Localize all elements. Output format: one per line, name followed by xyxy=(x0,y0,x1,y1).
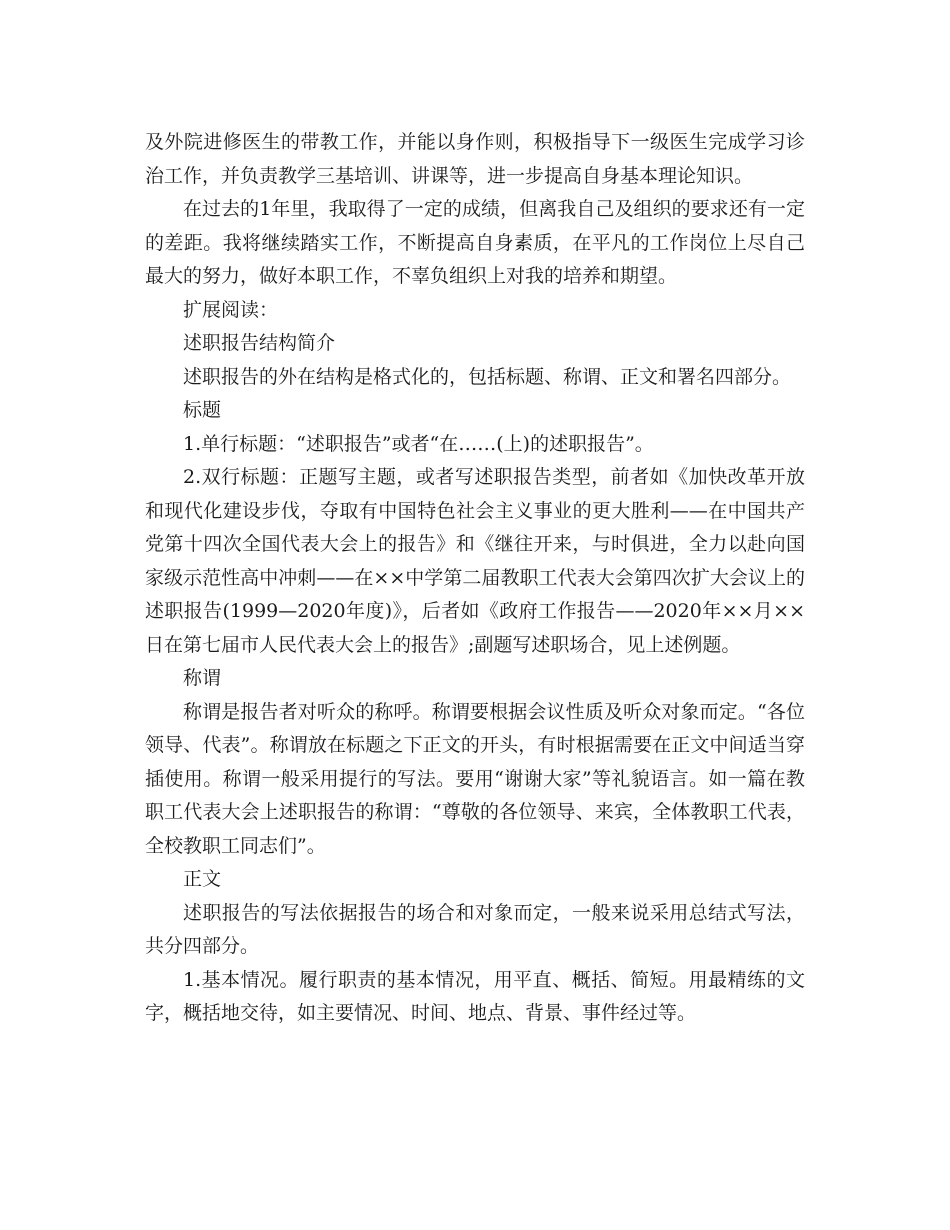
list-item: 1.单行标题：“述职报告”或者“在……(上)的述职报告”。 xyxy=(183,432,654,455)
paragraph: 在过去的1年里，我取得了一定的成绩，但离我自己及组织的要求还有一定的差距。我将继续踏实工作，不断提高自身素质，在平凡的工作岗位上尽自己最大的努力，做好本职工作，不辜负组织上对我的培养和期望。 xyxy=(145,198,805,287)
list-item: 2.双行标题：正题写主题，或者写述职报告类型，前者如《加快改革开放和现代化建设步伐，夺取有中国特色社会主义事业的更大胜利——在中国共产党第十四次全国代表大会上的报告》和《继往开来，与时俱进，全力以赴向国家级示范性高中冲刺——在××中学第二届教职工代表大会第四次扩大会议上的述职报告(1999—2020年度)》，后者如《政府工作报告——2020年××月××日在第七届市人民代表大会上的报告》;副题写述职场合，见上述例题。 xyxy=(145,466,805,656)
document-body xyxy=(145,126,805,1031)
paragraph: 及外院进修医生的带教工作，并能以身作则，积极指导下一级医生完成学习诊治工作，并负责教学三基培训、讲课等，进一步提高自身基本理论知识。 xyxy=(145,131,805,187)
list-item: 1.基本情况。履行职责的基本情况，用平直、概括、简短。用最精练的文字，概括地交待，如主要情况、时间、地点、背景、事件经过等。 xyxy=(145,968,805,1024)
section-heading-salutation: 称谓 xyxy=(183,667,222,689)
paragraph: 述职报告的写法依据报告的场合和对象而定，一般来说采用总结式写法，共分四部分。 xyxy=(145,901,805,957)
section-title: 述职报告结构简介 xyxy=(183,332,336,354)
paragraph: 称谓是报告者对听众的称呼。称谓要根据会议性质及听众对象而定。“各位领导、代表”。称谓放在标题之下正文的开头，有时根据需要在正文中间适当穿插使用。称谓一般采用提行的写法。要用“谢谢大家”等礼貌语言。如一篇在教职工代表大会上述职报告的称谓：“尊敬的各位领导、来宾，全体教职工代表，全校教职工同志们”。 xyxy=(145,700,805,857)
extended-reading-label: 扩展阅读： xyxy=(183,298,279,321)
section-heading-title: 标题 xyxy=(183,399,222,421)
section-heading-body: 正文 xyxy=(183,868,222,890)
paragraph: 述职报告的外在结构是格式化的，包括标题、称谓、正文和署名四部分。 xyxy=(183,365,792,388)
